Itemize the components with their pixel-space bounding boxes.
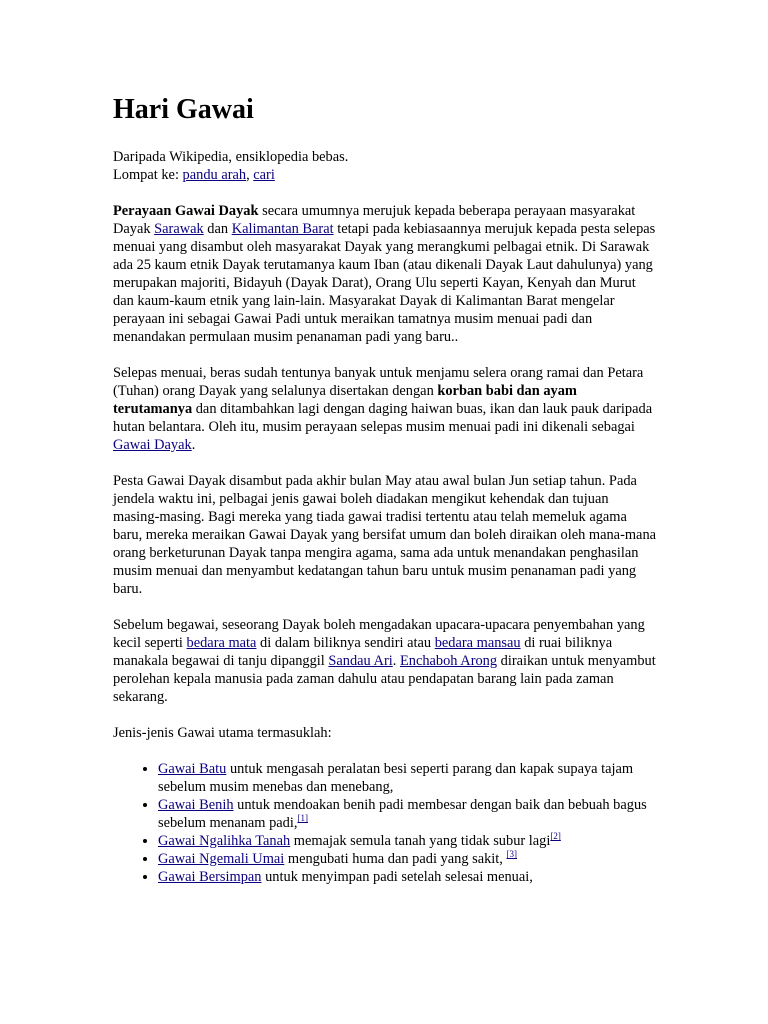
list-item [158, 760, 658, 796]
paragraph-3: Pesta Gawai Dayak disambut pada akhir bulan May atau awal bulan Jun setiap tahun. Pada jendela waktu ini, pelbagai jenis gawai boleh diadakan mengikut kehendak dan tujuan masing-masing. Bagi mereka yang tiada gawai tradisi tertentu atau telah memeluk agama baru, mereka meraikan Gawai Dayak yang bersifat umum dan boleh diraikan oleh mana-mana orang berketurunan Dayak tanpa mengira agama, sama ada untuk menandakan penghasilan musim menuai dan menyambut kedatangan tahun baru untuk musim penanaman padi yang baru. [113, 473, 657, 597]
reference-3[interactable]: [3] [506, 849, 517, 859]
bold-term: korban babi dan ayam terutamanya [113, 383, 577, 417]
article [113, 92, 658, 886]
bold-term: Perayaan Gawai Dayak [113, 203, 259, 219]
jump-prefix: Lompat ke: [113, 167, 183, 183]
link-gawai-bersimpan[interactable]: Gawai Bersimpan [158, 869, 262, 885]
text: diraikan untuk menyambut perolehan kepala manusia pada zaman dahulu atau pendapatan barang lain pada zaman sekarang. [113, 653, 656, 705]
text: untuk menyimpan padi setelah selesai menuai, [261, 869, 533, 885]
reference-1[interactable]: [1] [297, 813, 308, 823]
link-gawai-ngemali-umai[interactable]: Gawai Ngemali Umai [158, 851, 285, 867]
reference-2[interactable]: [2] [550, 831, 561, 841]
link-kalimantan-barat[interactable]: Kalimantan Barat [231, 221, 334, 237]
text: di dalam biliknya sendiri atau [256, 635, 435, 651]
text: mengubati huma dan padi yang sakit, [284, 851, 507, 867]
paragraph-2 [113, 364, 658, 454]
text: . [191, 437, 196, 453]
link-gawai-dayak[interactable]: Gawai Dayak [113, 437, 192, 453]
text: memajak semula tanah yang tidak subur lagi [290, 833, 551, 849]
text: dan [203, 221, 232, 237]
link-bedara-mansau[interactable]: bedara mansau [434, 635, 521, 651]
text: secara umumnya merujuk kepada beberapa perayaan masyarakat Dayak [113, 203, 636, 237]
link-gawai-ngalihka-tanah[interactable]: Gawai Ngalihka Tanah [158, 833, 291, 849]
gawai-list [113, 760, 658, 886]
search-link[interactable]: cari [253, 167, 275, 183]
link-sandau-ari[interactable]: Sandau Ari [328, 653, 393, 669]
text: tetapi pada kebiasaannya merujuk kepada pesta selepas menuai yang disambut oleh masyarakat Dayak yang merangkumi pelbagai etnik. Di Sarawak ada 25 kaum etnik Dayak terutamanya kaum Iban (atau dikenali Dayak Laut dahulunya) yang merupakan majoriti, Bidayuh (Dayak Darat), Orang Ulu seperti Kayan, Kenyah dan Murut dan kaum-kaum etnik yang lain-lain. Masyarakat Dayak di Kalimantan Barat mengelar perayaan ini sebagai Gawai Padi untuk meraikan tamatnya musim menuai padi dan menandakan permulaan musim penanaman padi yang baru.. [113, 221, 656, 345]
from-line: Daripada Wikipedia, ensiklopedia bebas. [113, 149, 349, 165]
paragraph-4 [113, 616, 658, 706]
nav-link[interactable]: pandu arah [182, 167, 247, 183]
paragraph-5: Jenis-jenis Gawai utama termasuklah: [113, 725, 332, 741]
list-item [158, 868, 658, 886]
link-bedara-mata[interactable]: bedara mata [186, 635, 257, 651]
text: Selepas menuai, beras sudah tentunya banyak untuk menjamu selera orang ramai dan Petara (Tuhan) orang Dayak yang selalunya disertakan dengan [113, 365, 644, 399]
list-item [158, 796, 658, 832]
link-gawai-benih[interactable]: Gawai Benih [158, 797, 234, 813]
link-gawai-batu[interactable]: Gawai Batu [158, 761, 227, 777]
text: untuk mendoakan benih padi membesar dengan baik dan bebuah bagus sebelum menanam padi, [158, 797, 647, 831]
jump-sep: , [246, 167, 254, 183]
text: untuk mengasah peralatan besi seperti parang dan kapak supaya tajam sebelum musim menebas dan menebang, [158, 761, 634, 795]
text: . [392, 653, 400, 669]
list-item [158, 850, 658, 868]
jump-to [113, 166, 658, 184]
text: dan ditambahkan lagi dengan daging haiwan buas, ikan dan lauk pauk daripada hutan belantara. Oleh itu, musim perayaan selepas musim menuai padi ini dikenali sebagai [113, 401, 653, 435]
text: di ruai biliknya manakala begawai di tanju dipanggil [113, 635, 613, 669]
paragraph-intro [113, 202, 658, 346]
link-sarawak[interactable]: Sarawak [154, 221, 204, 237]
page-title: Hari Gawai [113, 94, 254, 125]
text: Sebelum begawai, seseorang Dayak boleh mengadakan upacara-upacara penyembahan yang kecil seperti [113, 617, 645, 651]
list-item [158, 832, 658, 850]
link-enchaboh-arong[interactable]: Enchaboh Arong [399, 653, 498, 669]
